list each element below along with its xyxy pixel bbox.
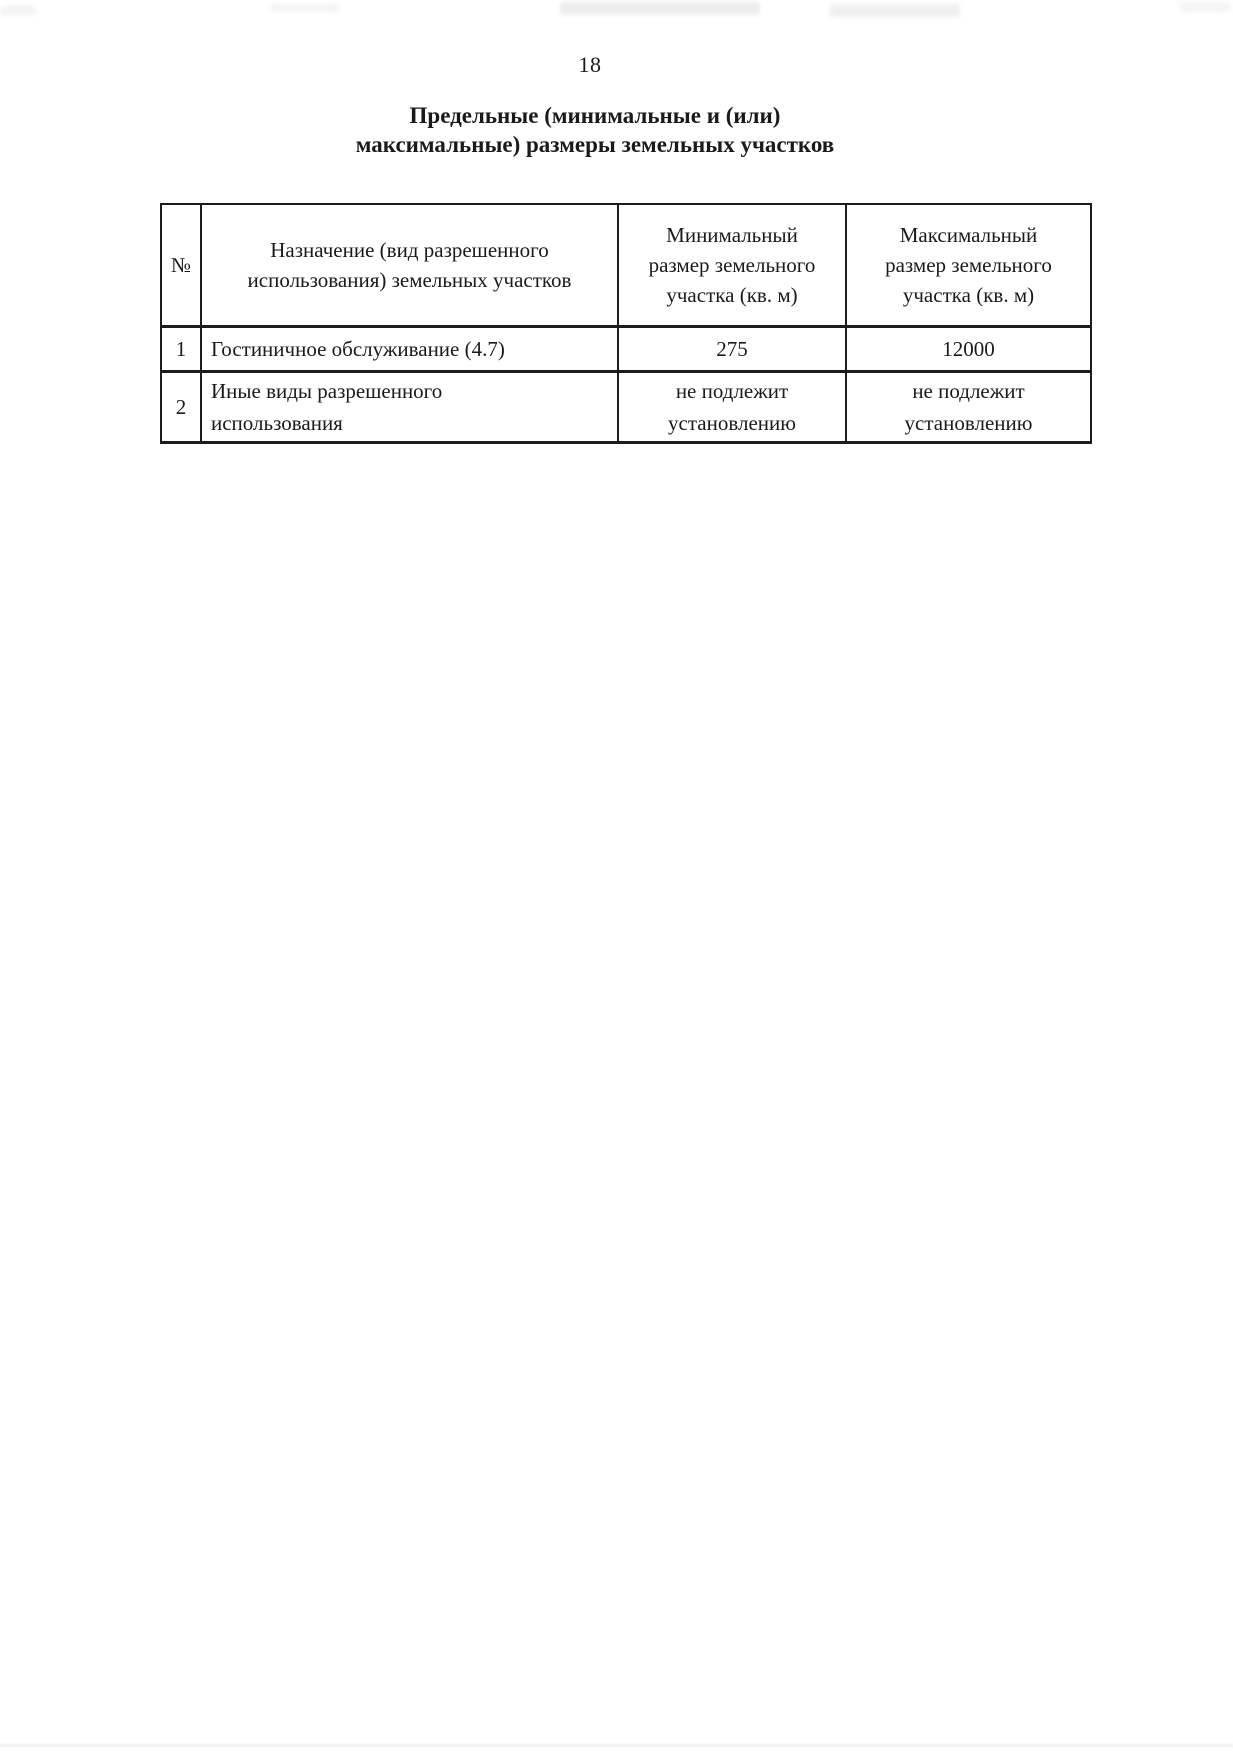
cell-use-type-text: Гостиничное обслуживание (4.7)	[211, 336, 505, 361]
cell-use-type	[201, 326, 618, 371]
header-cell-use	[201, 204, 618, 326]
land-plot-sizes-table	[160, 203, 1092, 444]
scan-edge-artifact	[0, 1744, 1233, 1747]
header-use-label: Назначение (вид разрешенного использования) земельных участков	[247, 237, 572, 292]
header-cell-max-size	[846, 204, 1091, 326]
scan-artifact	[560, 2, 760, 15]
cell-use-type-text: Иные виды разрешенного использования	[211, 378, 443, 435]
cell-max-size	[846, 371, 1091, 442]
scan-artifact	[1180, 2, 1230, 12]
cell-row-number: 2	[161, 371, 201, 442]
cell-row-number: 1	[161, 326, 201, 371]
cell-max-size: 12000	[846, 326, 1091, 371]
cell-max-size-text: не подлежит установлению	[904, 378, 1033, 435]
header-number-label: №	[170, 252, 192, 277]
page-number: 18	[578, 52, 602, 77]
header-cell-number	[161, 204, 201, 326]
header-cell-min-size	[618, 204, 846, 326]
cell-min-size-text: не подлежит установлению	[668, 378, 796, 435]
document-title-line2: максимальные) размеры земельных участков	[355, 132, 835, 157]
header-min-size-label: Минимальный размер земельного участка (кв. м)	[648, 222, 816, 307]
cell-min-size	[618, 371, 846, 442]
scan-artifact	[830, 4, 960, 17]
document-title-line1: Предельные (минимальные и (или)	[409, 103, 781, 128]
document-title	[0, 101, 1190, 159]
table-header-row	[161, 204, 1091, 326]
table-row	[161, 326, 1091, 371]
cell-min-size: 275	[618, 326, 846, 371]
header-max-size-label: Максимальный размер земельного участка (кв. м)	[885, 222, 1052, 307]
scan-artifact	[0, 6, 36, 15]
scan-artifact	[270, 4, 340, 12]
cell-use-type	[201, 371, 618, 442]
table-row	[161, 371, 1091, 442]
